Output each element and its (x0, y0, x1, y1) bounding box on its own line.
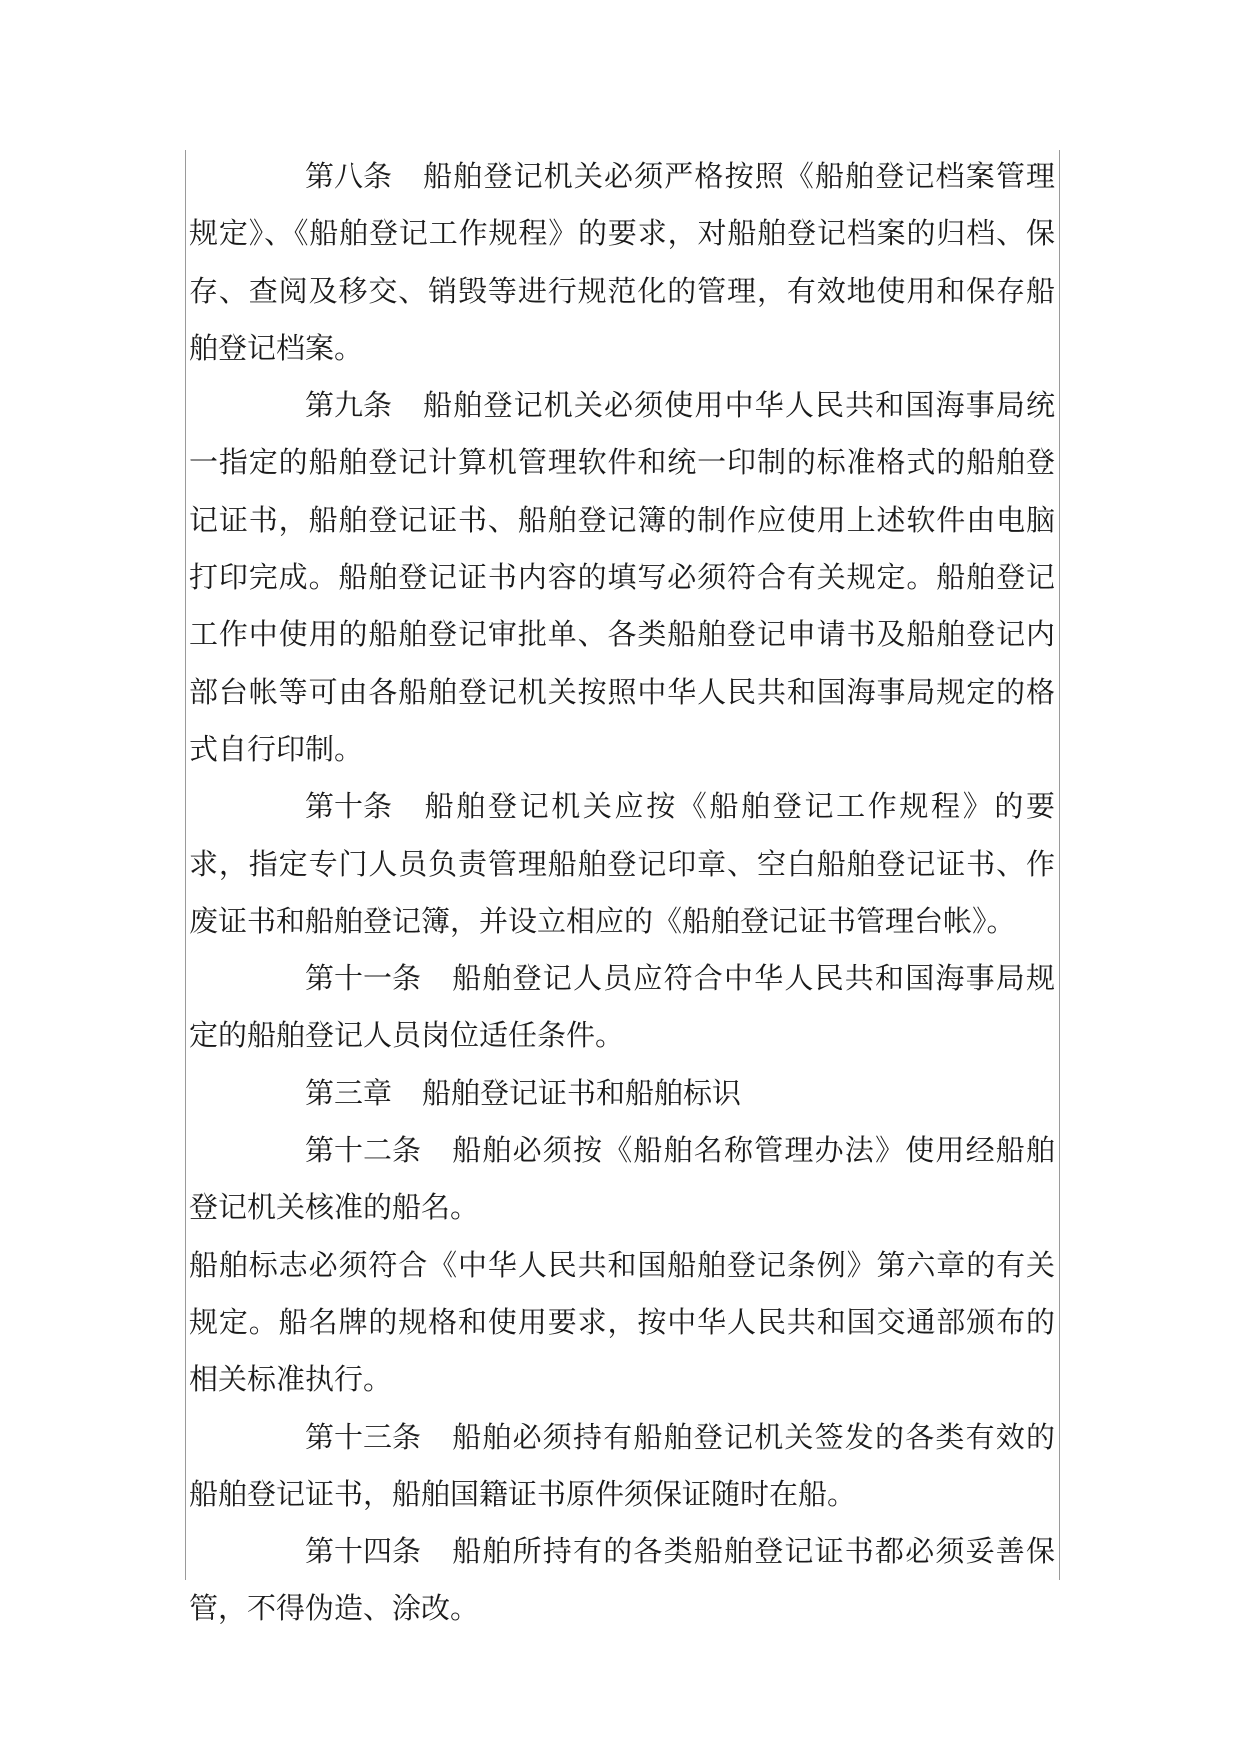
article-text: 船舶登记人员应符合中华人民共和国海事局规定的船舶登记人员岗位适任条件。 (189, 961, 1055, 1053)
article-14 (189, 1523, 1055, 1638)
article-11 (189, 950, 1055, 1065)
article-label: 第十条 (305, 789, 393, 824)
article-10 (189, 778, 1055, 950)
article-12 (189, 1122, 1055, 1237)
right-margin-rule (1059, 150, 1060, 1580)
chapter-3-heading (189, 1065, 1055, 1122)
article-text: 船舶标志必须符合《中华人民共和国船舶登记条例》第六章的有关规定。船名牌的规格和使用要求，按中华人民共和国交通部颁布的相关标准执行。 (189, 1247, 1055, 1397)
article-9 (189, 377, 1055, 778)
article-text: 船舶登记机关必须使用中华人民共和国海事局统一指定的船舶登记计算机管理软件和统一印制的标准格式的船舶登记证书，船舶登记证书、船舶登记簿的制作应使用上述软件由电脑打印完成。船舶登记证书内容的填写必须符合有关规定。船舶登记工作中使用的船舶登记审批单、各类船舶登记申请书及船舶登记内部台帐等可由各船舶登记机关按照中华人民共和国海事局规定的格式自行印制。 (189, 388, 1055, 766)
article-label: 第十三条 (305, 1419, 422, 1454)
article-label: 第十二条 (305, 1133, 422, 1168)
chapter-label: 第三章 (305, 1075, 393, 1110)
article-text: 船舶登记机关应按《船舶登记工作规程》的要求，指定专门人员负责管理船舶登记印章、空白船舶登记证书、作废证书和船舶登记簿，并设立相应的《船舶登记证书管理台帐》。 (189, 789, 1055, 938)
article-text: 船舶登记机关必须严格按照《船舶登记档案管理规定》、《船舶登记工作规程》的要求，对船舶登记档案的归档、保存、查阅及移交、销毁等进行规范化的管理，有效地使用和保存船舶登记档案。 (189, 159, 1055, 365)
article-label: 第九条 (305, 388, 393, 423)
article-label: 第八条 (305, 159, 393, 193)
article-text: 船舶所持有的各类船舶登记证书都必须妥善保管，不得伪造、涂改。 (189, 1534, 1055, 1626)
article-13 (189, 1409, 1055, 1524)
left-margin-rule (185, 150, 186, 1580)
article-text: 船舶必须按《船舶名称管理办法》使用经船舶登记机关核准的船名。 (189, 1133, 1055, 1225)
article-12-continuation (189, 1237, 1055, 1409)
document-body (189, 148, 1055, 1638)
article-text: 船舶必须持有船舶登记机关签发的各类有效的船舶登记证书，船舶国籍证书原件须保证随时在船。 (189, 1419, 1055, 1511)
article-8 (189, 148, 1055, 377)
article-label: 第十一条 (305, 961, 422, 996)
article-label: 第十四条 (305, 1534, 422, 1569)
chapter-title: 船舶登记证书和船舶标识 (422, 1075, 742, 1110)
